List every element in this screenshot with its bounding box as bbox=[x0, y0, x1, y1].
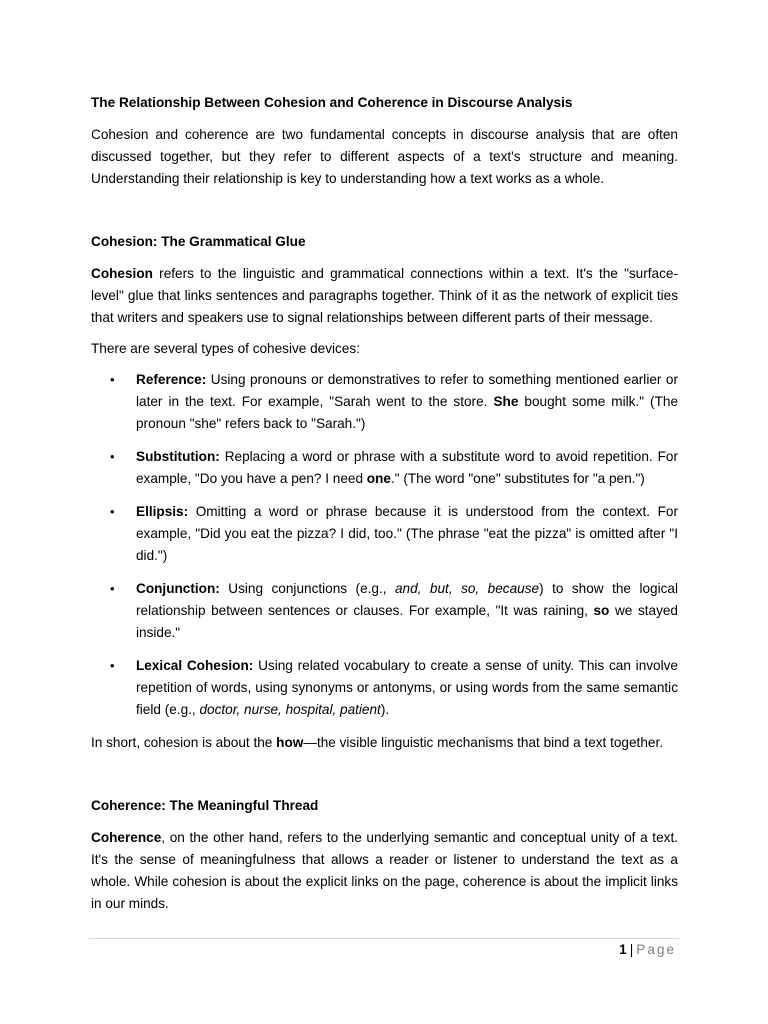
cohesion-summary-paragraph bbox=[91, 732, 678, 754]
reference-label: Reference: bbox=[136, 372, 207, 387]
list-item-lexical-cohesion bbox=[91, 655, 678, 721]
list-item-reference bbox=[91, 369, 678, 435]
page-footer bbox=[619, 940, 676, 960]
bullet-icon: • bbox=[110, 372, 115, 387]
page-word: Page bbox=[636, 942, 676, 957]
bullet-icon: • bbox=[110, 449, 115, 464]
cohesion-heading: Cohesion: The Grammatical Glue bbox=[91, 234, 306, 249]
conjunction-text-c: we stayed inside." bbox=[136, 603, 678, 640]
lexical-italic-words: doctor, nurse, hospital, patient bbox=[199, 702, 381, 717]
reference-text-b: bought some milk." (The pronoun "she" refers back to "Sarah.") bbox=[136, 394, 679, 431]
document-body bbox=[91, 93, 678, 924]
page-number: 1 bbox=[619, 942, 627, 957]
list-item-conjunction bbox=[91, 578, 678, 644]
cohesive-devices-list bbox=[91, 369, 678, 721]
cohesion-term: Cohesion bbox=[91, 266, 153, 281]
cohesion-definition-text: refers to the linguistic and grammatical connections within a text. It's the "surface-level" glue that links sentences and paragraphs together. Think of it as the network of explicit ties that writers and speakers use to signal relationships between different parts of their message. bbox=[91, 266, 678, 325]
conjunction-text-a: Using conjunctions (e.g., bbox=[219, 581, 395, 596]
reference-bold-word: She bbox=[493, 394, 519, 409]
reference-text-a: Using pronouns or demonstratives to refer to something mentioned earlier or later in the text. For example, "Sarah went to the store. bbox=[136, 372, 678, 409]
lexical-text-a: Using related vocabulary to create a sense of unity. This can involve repetition of words, using synonyms or antonyms, or using words from the same semantic field (e.g., bbox=[136, 658, 678, 717]
bullet-icon: • bbox=[110, 504, 115, 519]
cohesion-definition-paragraph bbox=[91, 263, 678, 329]
coherence-definition-text: , on the other hand, refers to the underlying semantic and conceptual unity of a text. It's the sense of meaningfulness that allows a reader or listener to understand the text as a whole. While cohesion is about the explicit links on the page, coherence is about the implicit links in our minds. bbox=[91, 830, 678, 911]
conjunction-bold-word: so bbox=[593, 603, 610, 618]
ellipsis-label: Ellipsis: bbox=[136, 504, 189, 519]
substitution-bold-word: one bbox=[366, 471, 391, 486]
summary-text-a: In short, cohesion is about the bbox=[91, 735, 277, 750]
list-item-substitution bbox=[91, 446, 678, 490]
coherence-term: Coherence bbox=[91, 830, 162, 845]
footer-divider bbox=[89, 938, 679, 939]
conjunction-italic-words: and, but, so, because bbox=[395, 581, 540, 596]
intro-paragraph: Cohesion and coherence are two fundamental concepts in discourse analysis that are often discussed together, but they refer to different aspects of a text's structure and meaning. Understanding their relationship is key to understanding how a text works as a whole. bbox=[91, 127, 678, 186]
substitution-text-a: Replacing a word or phrase with a substitute word to avoid repetition. For example, "Do you have a pen? I need bbox=[136, 449, 678, 486]
conjunction-label: Conjunction: bbox=[136, 581, 220, 596]
substitution-label: Substitution: bbox=[136, 449, 220, 464]
bullet-icon: • bbox=[110, 581, 115, 596]
bullet-icon: • bbox=[110, 658, 115, 673]
document-title: The Relationship Between Cohesion and Coherence in Discourse Analysis bbox=[91, 95, 573, 110]
coherence-definition-paragraph bbox=[91, 827, 678, 915]
lexical-label: Lexical Cohesion: bbox=[136, 658, 254, 673]
summary-text-b: —the visible linguistic mechanisms that bind a text together. bbox=[303, 735, 664, 750]
coherence-heading: Coherence: The Meaningful Thread bbox=[91, 798, 319, 813]
lexical-text-b: ). bbox=[380, 702, 390, 717]
ellipsis-text: Omitting a word or phrase because it is understood from the context. For example, "Did you eat the pizza? I did, too." (The phrase "eat the pizza" is omitted after "I did.") bbox=[136, 504, 678, 563]
devices-intro-paragraph: There are several types of cohesive devices: bbox=[91, 341, 360, 356]
conjunction-text-b: ) to show the logical relationship between sentences or clauses. For example, "It was raining, bbox=[136, 581, 678, 618]
section-spacer bbox=[91, 763, 678, 796]
footer-separator: | bbox=[629, 942, 634, 957]
summary-bold-word: how bbox=[276, 735, 304, 750]
list-item-ellipsis bbox=[91, 501, 678, 567]
section-spacer bbox=[91, 199, 678, 232]
substitution-text-b: ." (The word "one" substitutes for "a pen.") bbox=[390, 471, 645, 486]
